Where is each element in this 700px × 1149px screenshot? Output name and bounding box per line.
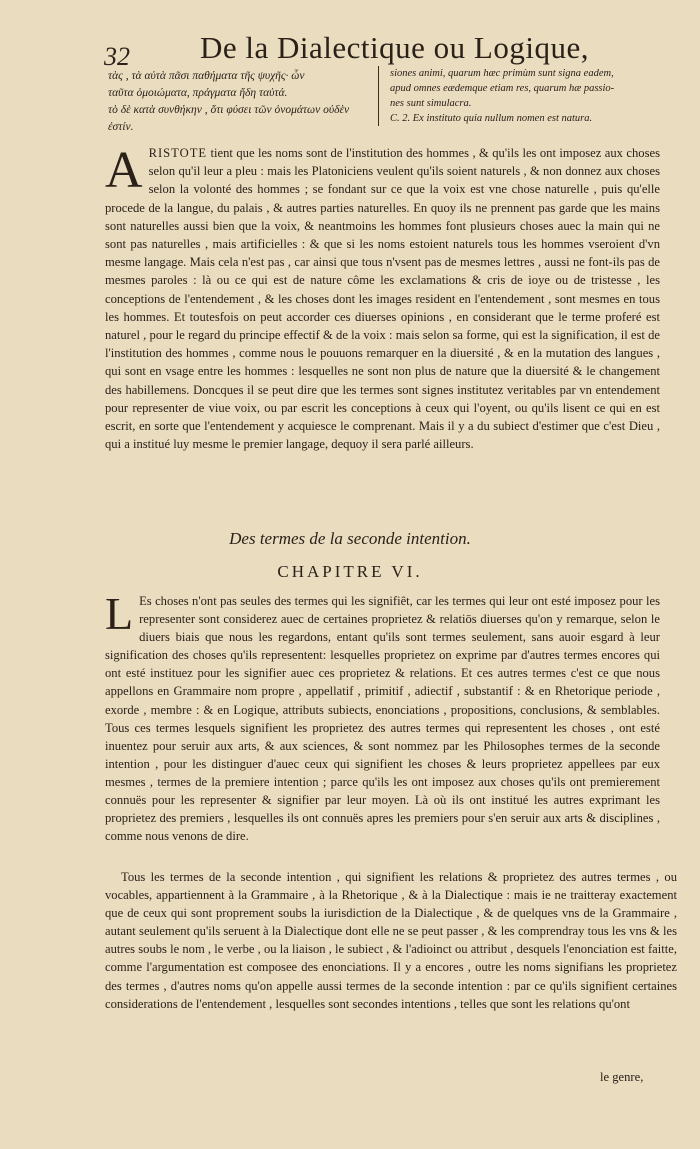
paragraph-text: tient que les noms sont de l'institution des hommes , & qu'ils les ont imposez aux choses selon qu'il leur a pleu : mais les Platoniciens veulent qu'ils soient naturels , & non donnez aux choses selon la volonté des hommes ; se fondant sur ce que la voix est vne chose naturelle , puis qu'elle procede de la langue, du palais , & autres parties naturelles. En quoy ils ne prennent pas garde que les mains sont naturelles aussi bien que la voix, & neantmoins les hommes font plusieurs choses auec la main qui ne sont pas naturelles , mais artificielles : & que si les noms estoient naturels tous les hommes vseroient d'vn mesme langage. Mais cela n'est pas , car ainsi que tous n'vsent pas de mesmes lettres , aussi ne font-ils pas de mesmes paroles : là ou ce qui est de nature côme les exclamations & cris de ioye ou de tristesse , les conceptions de l'entendement , & les choses dont les images resident en l'entendement , sont mesmes en tous les hommes. Et toutesfois on peut accorder ces diuerses opinions , en considerant que le terme proferé est naturel , pour le regard du principe effectif & de la voix : mais selon sa forme, qui est la signification, il est de l'institution des hommes , comme nous le pouuons remarquer en la diuersité , & en la mutation des langues , qui sont en vsage entre les hommes : lesquelles ne sont non plus de nature que la diuersité & le changement des habillemens. Doncques il se peut dire que les termes sont signes institutez veritables par vn entendement pour representer de viue voix, ou par escrit les conceptions à ceux qui l'oyent, ou qu'ils lisent ce qui en est escrit, en sorte que l'entendement y acquiesce le comprenant. Mais il y a du subiect d'estimer que c'est Dieu , qui a institué luy mesme le premier langage, dequoy il sera parlé ailleurs.	[105, 146, 660, 452]
paragraph-chapter-opening	[105, 588, 660, 845]
paragraph-termes-seconde-intention: Tous les termes de la seconde intention , qui signifient les relations & proprietez des autres termes , ou vocables, appartiennent à la Grammaire , à la Rhetorique , & à la Dialectique : mais ie ne traitteray exactement que de ceux qui sont proprement soubs la iurisdiction de la Dialectique , & de quelques vns de la Grammaire , autant seulement qu'ils seruent à la Dialectique dont elle ne se peut passer , & les comprendray tous les vns & les autres soubs le nom , le verbe , ou la liaison , le subiect , & l'adioinct ou attribut , desquels l'enonciation est faitte, comme l'argumentation est composee des enonciations. Il y a encores , outre les noms signifians les proprietez des termes , d'autres noms qu'on appelle aussi termes de la seconde intention : par ce qu'ils signifient certaines considerations de l'entendement , lesquelles sont secondes intentions , telles que sont les relations qu'ont	[105, 870, 677, 1011]
marginal-latin-text	[390, 66, 690, 126]
column-divider	[378, 66, 379, 126]
catchword: le genre,	[600, 1070, 644, 1084]
drop-capital: A	[105, 142, 143, 199]
latin-line: C. 2. Ex instituto quia nullum nomen est natura.	[390, 113, 593, 124]
running-title: De la Dialectique ou Logique,	[200, 30, 589, 65]
lead-word: RISTOTE	[148, 146, 208, 160]
paragraph-text: Es choses n'ont pas seules des termes qui les signifiêt, car les termes qui leur ont esté imposez pour les representer sont considerez auec de certaines proprietez & relatiōs diuerses qu'on y remarque, selon le diuers biais que nous les regardons, entant qu'ils sont termes seulement, sans auoir esgard à leur signification des choses qu'ils representent: lesquelles proprietez on exprime par d'autres termes encores qui ont esté instituez pour les signifier auec ces proprietez & relations. Et ces autres termes c'est ce que nous appellons en Grammaire nom propre , appellatif , primitif , adiectif , substantif : & en Rhetorique periode , exorde , membre : & en Logique, attributs subiects, enonciations , propositions, conclusions, & semblables. Tous ces termes lesquels signifient les proprietez des autres termes qui representent les choses , ont esté inuentez pour seruir aux arts, & aux sciences, & sont nommez par les Philosophes termes de la seconde intention , pour les distinguer d'auec ceux qui signifient les choses & leurs proprietez appellees par eux mesmes , termes de la premiere intention ; parce qu'ils les ont imposez aux choses qu'ils ont premierement connuës pour les representer & signifier par leur moyen. Là où ils ont institué les autres exprimant les proprietez des premiers , lesquelles ils ont connuës apres les premiers pour s'en seruir aux arts & disciplines , comme nous venons de dire.	[105, 594, 660, 844]
greek-line: τὰς , τὰ αὐτὰ πᾶσι παθήματα τῆς ψυχῆς· ὧν	[108, 70, 305, 82]
latin-line: apud omnes eædemque etiam res, quarum hæ passio-	[390, 83, 615, 94]
paragraph-aristote	[105, 144, 660, 453]
greek-line: τὸ δὲ κατὰ συνθήκην , ὅτι φύσει τῶν ὀνομάτων οὐδὲν	[108, 104, 350, 116]
chapter-title: CHAPITRE VI.	[277, 562, 423, 581]
latin-line: nes sunt simulacra.	[390, 98, 472, 109]
latin-line: siones animi, quarum hæc primùm sunt signa eadem,	[390, 68, 614, 79]
marginal-greek-text	[108, 68, 370, 136]
drop-capital: L	[105, 588, 134, 639]
section-title: Des termes de la seconde intention.	[229, 529, 471, 548]
page-number: 32	[104, 42, 130, 71]
greek-line: ἐστίν.	[108, 121, 134, 133]
greek-line: ταῦτα ὁμοιώματα, πράγματα ἤδη ταὐτά.	[108, 87, 288, 99]
